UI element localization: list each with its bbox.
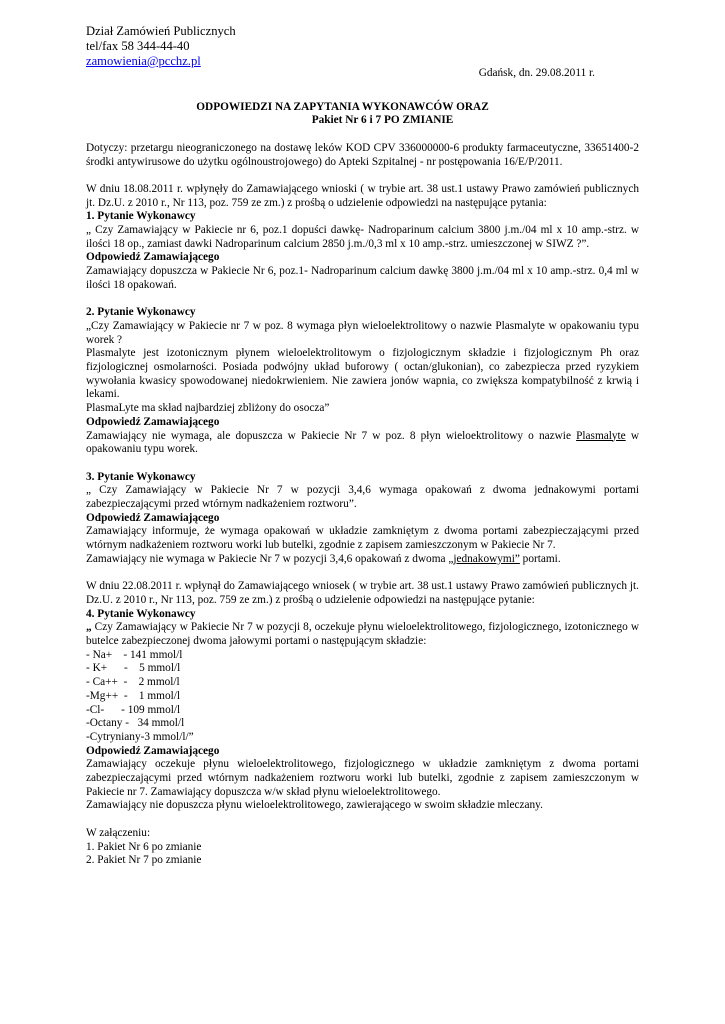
composition-item: -Cl- - 109 mmol/l — [86, 703, 181, 716]
answer-1-text: Zamawiający dopuszcza w Pakiecie Nr 6, poz.1- Nadroparinum calcium dawkę 3800 j.m./04 ml x 10 amp.-strz. 0,4 ml w ilości 18 opakowań. — [86, 265, 639, 291]
composition-item: -Cytryniany-3 mmol/l/” — [86, 730, 194, 743]
question-1-heading: 1. Pytanie Wykonawcy — [86, 210, 196, 223]
document-date: Gdańsk, dn. 29.08.2011 r. — [478, 67, 595, 79]
answer-3-heading: Odpowiedź Zamawiającego — [86, 511, 220, 524]
composition-item: -Octany - 34 mmol/l — [86, 717, 185, 730]
question-4-text: „ Czy Zamawiający w Pakiecie Nr 7 w pozycji 8, oczekuje płynu wieloelektrolitowego, fizjologicznego, izotonicznego w butelce zabezpieczonej dwoma jałowymi portami o następującym składzie: — [86, 621, 639, 648]
attachment-item: 2. Pakiet Nr 7 po zmianie — [86, 854, 202, 867]
question-2-heading: 2. Pytanie Wykonawcy — [86, 306, 196, 319]
composition-item: - K+ - 5 mmol/l — [86, 662, 181, 675]
question-3-heading: 3. Pytanie Wykonawcy — [86, 470, 196, 483]
plasmalyte-underlined: Plasmalyte — [576, 429, 626, 442]
composition-item: - Ca++ - 2 mmol/l — [86, 676, 180, 689]
question-2-text-3: PlasmaLyte ma skład najbardziej zbliżony do osocza” — [86, 402, 330, 415]
composition-item: - Na+ - 141 mmol/l — [86, 648, 183, 661]
answer-4-heading: Odpowiedź Zamawiającego — [86, 744, 220, 757]
answer-3-text-2: Zamawiający nie wymaga w Pakiecie Nr 7 w pozycji 3,4,6 opakowań z dwoma „jednakowymi” portami. — [86, 552, 561, 565]
question-1-text: „ Czy Zamawiający w Pakiecie nr 6, poz.1 dopuści dawkę- Nadroparinum calcium 3800 j.m./04 ml x 10 amp.-strz. w ilości 18 op., zamiast dawki Nadroparinum calcium 2850 j.m./0,3 ml x 10 amp.-strz. umieszczonej w SIWZ ?”. — [86, 224, 639, 250]
email-link[interactable]: zamowienia@pcchz.pl — [86, 54, 201, 68]
title-line-2: Pakiet Nr 6 i 7 PO ZMIANIE — [311, 114, 454, 127]
question-3-text: „ Czy Zamawiający w Pakiecie Nr 7 w pozycji 3,4,6 wymaga opakowań z dwoma jednakowymi portami zabezpieczającymi przed wtórnym nadkażeniem roztworu”. — [86, 484, 639, 511]
answer-2-heading: Odpowiedź Zamawiającego — [86, 415, 220, 428]
answer-1-heading: Odpowiedź Zamawiającego — [86, 251, 220, 264]
question-2-text-1: „Czy Zamawiający w Pakiecie nr 7 w poz. 8 wymaga płyn wieloelektrolitowy o nazwie Plasmalyte w opakowaniu typu worek ? — [86, 319, 639, 346]
answer-3-text-1: Zamawiający informuje, że wymaga opakowań w układzie zamkniętym z dwoma portami zabezpieczającymi przed wtórnym nadkażeniem roztworu worki lub butelki, zgodnie z zapisem zamieszczonym w Pakiecie Nr 7. — [86, 525, 639, 552]
question-2-text-2: Plasmalyte jest izotonicznym płynem wieloelektrolitowym o fizjologicznym składzie i fizjologicznym Ph oraz fizjologicznej osmolarności. Posiada podwójny układ buforowy ( octan/glukonian), co zabezpiecza przed ryzykiem wywołania kwasicy spowodowanej niedokrwieniem. Nie zawiera jonów wapnia, co zwiększa kompatybilność z krwią i lekami. — [86, 347, 639, 401]
composition-item: -Mg++ - 1 mmol/l — [86, 689, 181, 702]
answer-4-text-1: Zamawiający oczekuje płynu wieloelektrolitowego, fizjologicznego w układzie zamkniętym z dwoma portami zabezpieczającymi przed wtórnym nadkażeniem roztworu worki lub butelki, zgodnie z zapisem zamieszczonym w Pakiecie nr 7. Zamawiający dopuszcza w/w skład płynu wieloelektrolitowego. — [86, 758, 639, 798]
answer-4-text-2: Zamawiający nie dopuszcza płynu wieloelektrolitowego, zawierającego w swoim składzie mleczany. — [86, 799, 543, 812]
phone-fax: tel/fax 58 344-44-40 — [86, 39, 190, 53]
intro-paragraph-1: W dniu 18.08.2011 r. wpłynęły do Zamawiającego wnioski ( w trybie art. 38 ust.1 ustawy Prawo zamówień publicznych jt. Dz.U. z 2010 r., Nr 113, poz. 759 ze zm.) z prośbą o udzielenie odpowiedzi na następujące pytania: — [86, 182, 639, 209]
composition-list — [86, 649, 639, 745]
attachment-item: 1. Pakiet Nr 6 po zmianie — [86, 840, 202, 853]
subject-paragraph: Dotyczy: przetargu nieograniczonego na dostawę leków KOD CPV 336000000-6 produkty farmaceutyczne, 33651400-2 środki antywirusowe do użytku ogólnoustrojowego) do Apteki Szpitalnej - nr postępowania 16/E/P/2011. — [86, 141, 639, 168]
answer-2-text: Zamawiający nie wymaga, ale dopuszcza w Pakiecie Nr 7 w poz. 8 płyn wieloektrolitowy o nazwie Plasmalyte w opakowaniu typu worek. — [86, 429, 639, 456]
document-page — [86, 24, 639, 868]
attachments-heading: W załączeniu: — [86, 826, 151, 839]
intro-paragraph-2: W dniu 22.08.2011 r. wpłynął do Zamawiającego wniosek ( w trybie art. 38 ust.1 ustawy Prawo zamówień publicznych jt. Dz.U. z 2010 r., Nr 113, poz. 759 ze zm.) z prośbą o udzielenie odpowiedzi na następujące pytanie: — [86, 580, 639, 606]
document-title — [86, 101, 639, 128]
question-4-heading: 4. Pytanie Wykonawcy — [86, 607, 196, 620]
title-line-1: ODPOWIEDZI NA ZAPYTANIA WYKONAWCÓW ORAZ — [196, 100, 489, 113]
department-name: Dział Zamówień Publicznych — [86, 24, 236, 38]
letterhead — [86, 24, 639, 69]
jednakowymi-underlined: „jednakowymi” — [448, 552, 520, 565]
